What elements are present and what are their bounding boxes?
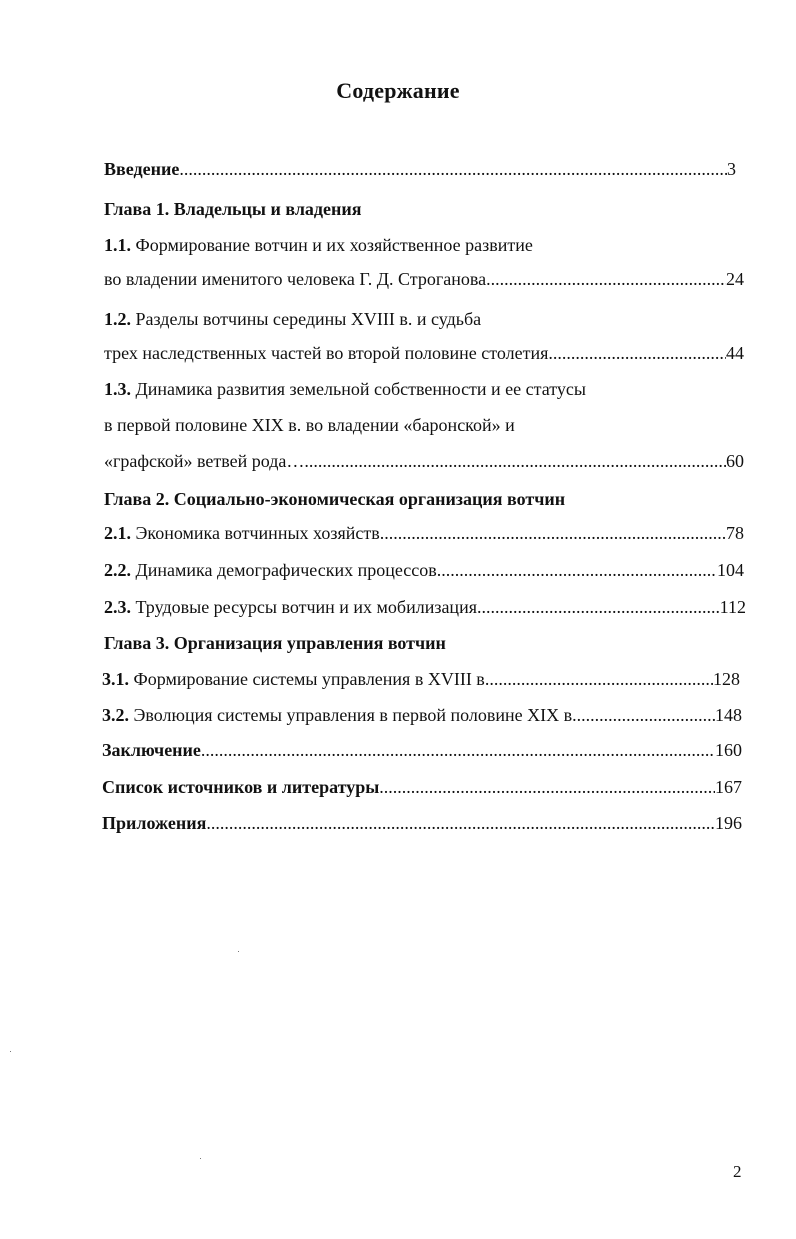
toc-entry-page: 24 (726, 269, 744, 289)
toc-entry-page: 128 (713, 669, 740, 689)
toc-entry-1-3-line2[interactable]: в первой половине XIX в. во владении «баронской» и (104, 415, 515, 435)
section-title: Динамика демографических процессов (135, 560, 437, 580)
toc-entry-page: 3 (727, 159, 736, 179)
dot-leader (379, 774, 715, 800)
toc-entry-page: 160 (715, 740, 742, 760)
toc-entry-2-2[interactable] (104, 557, 744, 583)
toc-entry-label (102, 702, 572, 728)
section-number: 2.1. (104, 523, 131, 543)
dot-leader (486, 266, 726, 292)
section-number: 2.3. (104, 597, 131, 617)
toc-entry-page: 78 (726, 523, 744, 543)
dot-leader (437, 557, 717, 583)
toc-entry-1-1-line2[interactable] (104, 266, 744, 292)
chapter-2-heading[interactable]: Глава 2. Социально-экономическая организация вотчин (104, 489, 566, 509)
scan-speck (238, 951, 239, 952)
toc-entry-1-2-line2[interactable] (104, 340, 744, 366)
section-number: 2.2. (104, 560, 131, 580)
section-number: 1.1. (104, 235, 131, 255)
section-title-part: Разделы вотчины середины XVIII в. и судьба (135, 309, 482, 329)
toc-entry-appendix[interactable] (102, 810, 742, 836)
chapter-1-heading[interactable]: Глава 1. Владельцы и владения (104, 199, 362, 219)
toc-entry-label (104, 557, 437, 583)
toc-entry-label: Список источников и литературы (102, 777, 380, 797)
toc-entry-page: 112 (719, 597, 746, 617)
dot-leader (485, 666, 713, 692)
toc-entry-conclusion[interactable] (102, 737, 742, 763)
section-number: 3.1. (102, 669, 129, 689)
toc-entry-1-3-line1[interactable] (104, 376, 586, 402)
toc-entry-1-1-line1[interactable] (104, 232, 533, 258)
dot-leader (179, 156, 727, 182)
toc-entry-1-2-line1[interactable] (104, 306, 481, 332)
toc-entry-page: 148 (715, 705, 742, 725)
toc-entry-label: Введение (104, 159, 180, 179)
dot-leader (548, 340, 726, 366)
toc-entry-3-2[interactable] (102, 702, 742, 728)
dot-leader (201, 737, 715, 763)
toc-entry-label: Заключение (102, 740, 201, 760)
section-title-part: Формирование вотчин и их хозяйственное развитие (135, 235, 533, 255)
section-title: Формирование системы управления в XVIII в (133, 669, 485, 689)
section-title-part: во владении именитого человека Г. Д. Строганова (104, 269, 487, 289)
dot-leader (206, 810, 715, 836)
toc-entry-label (104, 594, 477, 620)
toc-entry-1-3-line3[interactable] (104, 448, 744, 474)
toc-entry-2-1[interactable] (104, 520, 744, 546)
section-title-part: Динамика развития земельной собственности и ее статусы (135, 379, 586, 399)
dot-leader (380, 520, 726, 546)
toc-entry-label: Приложения (102, 813, 207, 833)
toc-entry-label (102, 666, 485, 692)
section-title: Эволюция системы управления в первой половине XIX в (133, 705, 573, 725)
dot-leader (304, 448, 726, 474)
toc-entry-2-3[interactable] (104, 594, 746, 620)
dot-leader (477, 594, 720, 620)
page-title: Содержание (336, 78, 460, 103)
scan-speck (200, 1158, 201, 1159)
toc-entry-sources[interactable] (102, 774, 742, 800)
toc-entry-label (104, 520, 380, 546)
toc-entry-page: 60 (726, 451, 744, 471)
page-number: 2 (733, 1162, 742, 1181)
toc-entry-page: 104 (717, 560, 744, 580)
section-title-part: «графской» ветвей рода… (104, 451, 305, 471)
section-number: 1.3. (104, 379, 131, 399)
section-title-part: трех наследственных частей во второй половине столетия (104, 343, 549, 363)
section-title: Трудовые ресурсы вотчин и их мобилизация (135, 597, 477, 617)
toc-entry-page: 167 (715, 777, 742, 797)
section-title: Экономика вотчинных хозяйств (135, 523, 380, 543)
toc-entry-page: 44 (726, 343, 744, 363)
scan-speck (10, 1051, 11, 1052)
section-number: 1.2. (104, 309, 131, 329)
toc-entry-introduction[interactable] (104, 156, 736, 182)
chapter-3-heading[interactable]: Глава 3. Организация управления вотчин (104, 633, 446, 653)
toc-entry-page: 196 (715, 813, 742, 833)
section-number: 3.2. (102, 705, 129, 725)
dot-leader (572, 702, 715, 728)
toc-entry-3-1[interactable] (102, 666, 740, 692)
